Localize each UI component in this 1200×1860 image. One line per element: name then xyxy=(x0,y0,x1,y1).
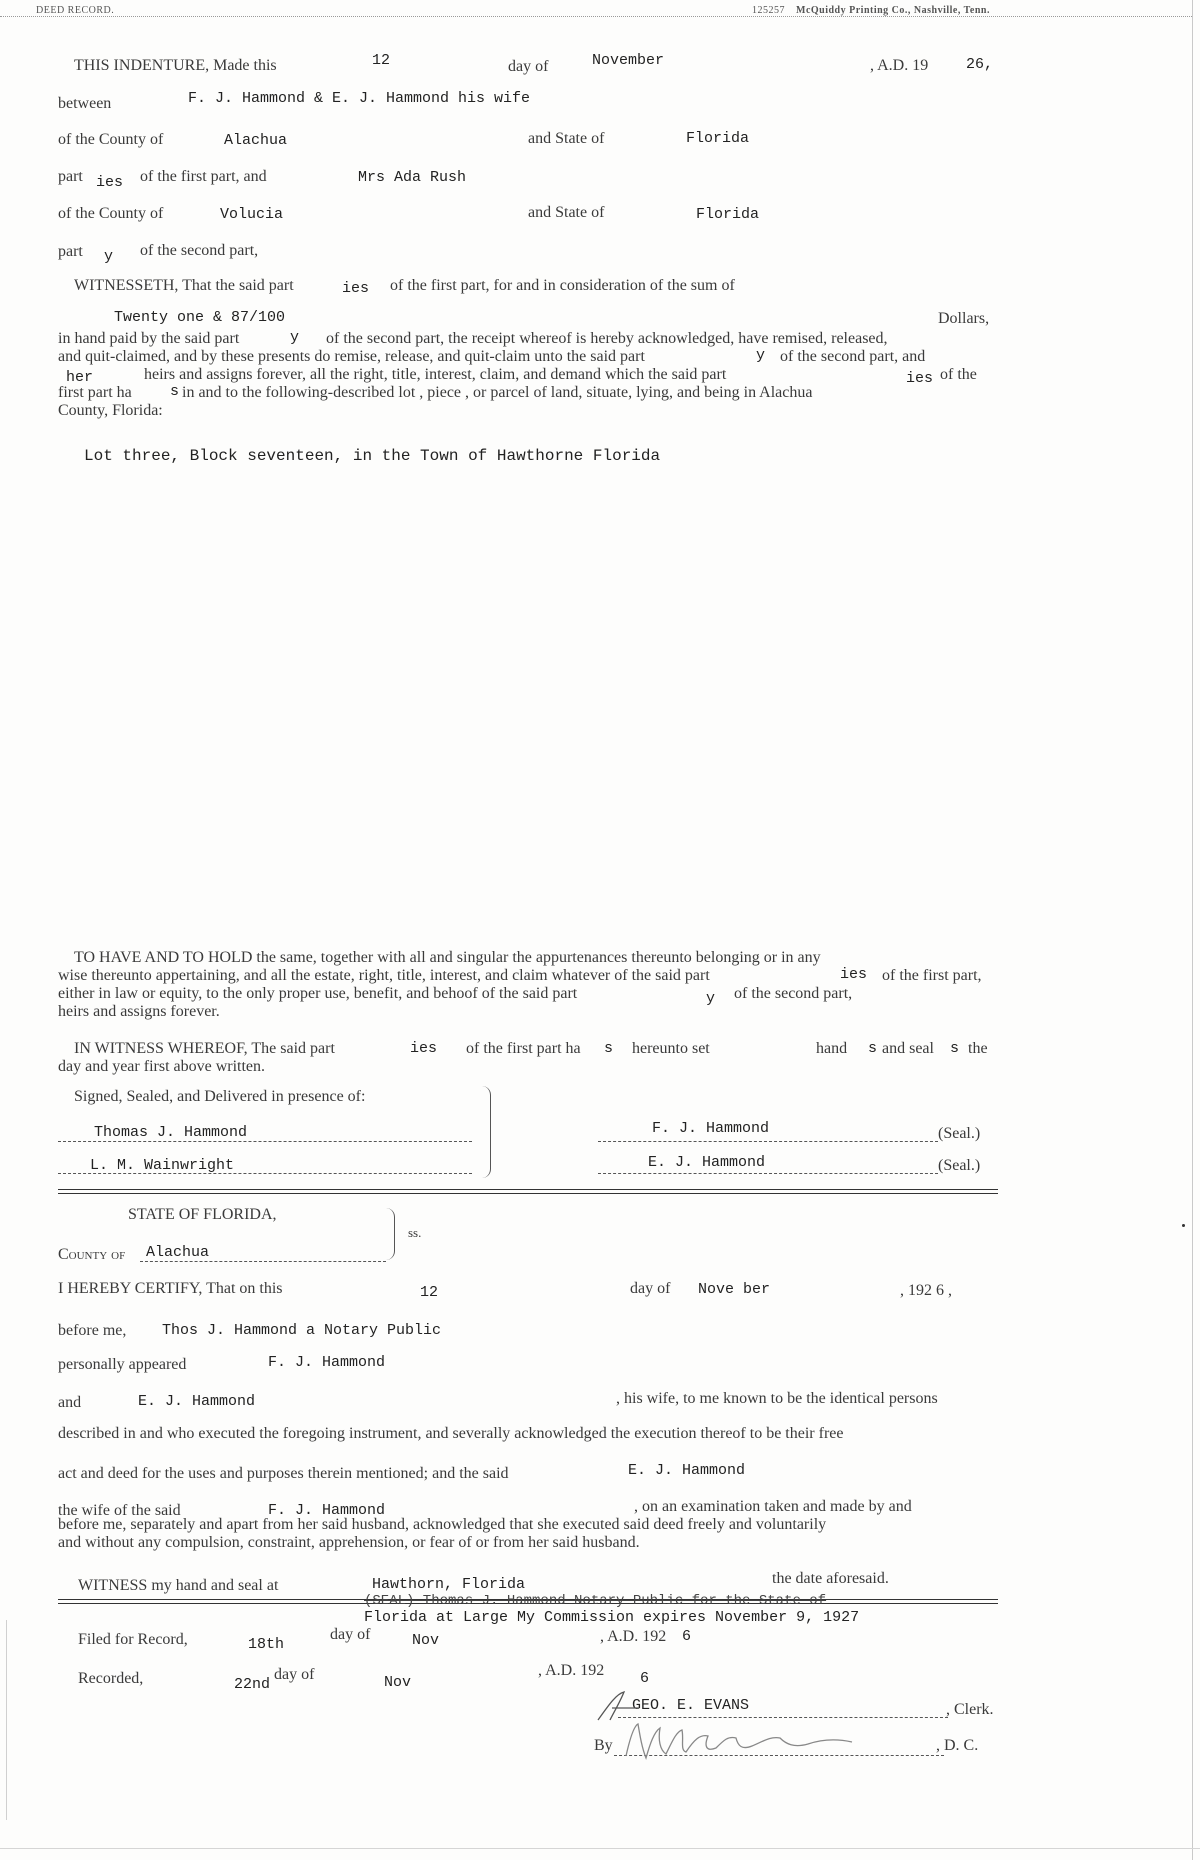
section-rule-2 xyxy=(58,1193,998,1194)
witnesseth-line-5c: in and to the following-described lot , piece , or parcel of land, situate, lying, and being in Alachua xyxy=(182,384,813,401)
ack-county-line xyxy=(140,1261,386,1262)
recorded-year: , A.D. 192 xyxy=(538,1662,605,1679)
ack-county-label: County of xyxy=(58,1246,126,1263)
printer-imprint: McQuiddy Printing Co., Nashville, Tenn. xyxy=(796,5,990,16)
ack-day-of: day of xyxy=(630,1280,671,1297)
part-suffix-1: ies xyxy=(96,174,124,191)
witness-whereof-a: IN WITNESS WHEREOF, The said part xyxy=(74,1040,335,1057)
signer-1-name: F. J. Hammond xyxy=(652,1120,770,1137)
signer-2-seal: (Seal.) xyxy=(938,1157,981,1174)
ack-husband-name: F. J. Hammond xyxy=(268,1502,386,1519)
ack-place: Hawthorn, Florida xyxy=(372,1576,526,1593)
witnesseth-line-4a: her xyxy=(66,369,94,386)
ack-before-separately: before me, separately and apart from her said husband, acknowledged that she executed said deed freely and voluntarily xyxy=(58,1516,827,1533)
witness-whereof-h: and seal xyxy=(882,1040,934,1057)
signer-2-name: E. J. Hammond xyxy=(648,1154,766,1171)
indenture-year: 26, xyxy=(966,56,994,73)
habendum-line-1: TO HAVE AND TO HOLD the same, together with all and singular the appurtenances thereunto belonging or in any xyxy=(74,949,821,966)
dollars-label: Dollars, xyxy=(938,310,990,327)
recorded-month: Nov xyxy=(384,1674,412,1691)
notary-line-1: (SEAL) Thomas J. Hammond Notary Public for the State of xyxy=(364,1593,827,1609)
habendum-line-3c: of the second part, xyxy=(734,985,853,1002)
clerk-label: , Clerk. xyxy=(946,1701,994,1718)
page-edge-left xyxy=(6,1620,7,1820)
between-label: between xyxy=(58,95,112,112)
habendum-line-3b: y xyxy=(706,990,716,1007)
witness-whereof-e: hereunto set xyxy=(632,1040,710,1057)
form-title: DEED RECORD. xyxy=(36,5,115,16)
witnesseth-line-4b: heirs and assigns forever, all the right, title, interest, claim, and demand which the said part xyxy=(144,366,727,383)
indenture-day: 12 xyxy=(372,52,391,69)
witness-1-name: Thomas J. Hammond xyxy=(94,1124,248,1141)
indenture-month: November xyxy=(592,52,665,69)
ack-wife-of: the wife of the said xyxy=(58,1502,181,1519)
recorded-day: 22nd xyxy=(234,1676,271,1693)
state-2: Florida xyxy=(696,206,760,223)
habendum-line-4: heirs and assigns forever. xyxy=(58,1003,220,1020)
habendum-line-2c: of the first part, xyxy=(882,967,982,984)
ack-ss: ss. xyxy=(408,1225,422,1240)
ack-witness-hand: WITNESS my hand and seal at xyxy=(78,1577,279,1594)
indenture-intro: THIS INDENTURE, Made this xyxy=(74,57,277,74)
habendum-line-3a: either in law or equity, to the only proper use, benefit, and behoof of the said part xyxy=(58,985,578,1002)
first-part-text: of the first part, and xyxy=(140,168,267,185)
filed-day-of: day of xyxy=(330,1626,371,1643)
witnesseth-line-2a: in hand paid by the said part xyxy=(58,330,240,347)
ack-officer: Thos J. Hammond a Notary Public xyxy=(162,1322,442,1339)
ack-person-1: F. J. Hammond xyxy=(268,1354,386,1371)
witnesseth-line-4d: of the xyxy=(940,366,977,383)
dc-label: , D. C. xyxy=(936,1737,979,1754)
section-rule-1 xyxy=(58,1189,998,1190)
ack-year: , 192 6 , xyxy=(900,1282,952,1299)
witnesseth-line-6: County, Florida: xyxy=(58,402,163,419)
deputy-signature xyxy=(620,1718,900,1764)
second-part-text: of the second part, xyxy=(140,242,259,259)
witnesseth-line-3c: of the second part, and xyxy=(780,348,926,365)
page-edge-right xyxy=(1192,0,1193,1860)
state-1: Florida xyxy=(686,130,750,147)
land-description: Lot three, Block seventeen, in the Town of Hawthorne Florida xyxy=(84,447,661,465)
witness-whereof-b: ies xyxy=(410,1040,438,1057)
signer-2-line xyxy=(598,1173,938,1174)
witnesseth-line-3b: y xyxy=(756,347,766,364)
ack-described: described in and who executed the foregoing instrument, and severally acknowledged the execution thereof to be their free xyxy=(58,1425,844,1442)
ack-before-me: before me, xyxy=(58,1322,127,1339)
filed-label: Filed for Record, xyxy=(78,1631,188,1648)
witness-brace xyxy=(482,1086,491,1178)
signer-1-line xyxy=(598,1141,938,1142)
signer-1-seal: (Seal.) xyxy=(938,1125,981,1142)
witness-whereof-c: of the first part ha xyxy=(466,1040,581,1057)
witnesseth-lead-suffix: ies xyxy=(342,280,370,297)
county-2: Volucia xyxy=(220,206,284,223)
clerk-name: GEO. E. EVANS xyxy=(632,1697,750,1714)
witnesseth-line-5b: s xyxy=(170,383,180,400)
witness-1-line xyxy=(58,1141,472,1142)
form-number: 125257 xyxy=(752,5,785,16)
witness-whereof-line-2: day and year first above written. xyxy=(58,1058,266,1075)
witness-whereof-d: s xyxy=(604,1040,614,1057)
witness-whereof-g: s xyxy=(868,1040,878,1057)
ack-certify: I HEREBY CERTIFY, That on this xyxy=(58,1280,283,1297)
witnesseth-line-5a: first part ha xyxy=(58,384,132,401)
header-rule xyxy=(0,16,1192,18)
signed-in-presence: Signed, Sealed, and Delivered in presence of: xyxy=(74,1088,366,1105)
ack-exam: , on an examination taken and made by and xyxy=(634,1498,912,1515)
habendum-line-2a: wise thereunto appertaining, and all the estate, right, title, interest, and claim whatever of the said part xyxy=(58,967,710,984)
witnesseth-line-2b: y xyxy=(290,329,300,346)
recorded-day-of: day of xyxy=(274,1666,315,1683)
witness-2-name: L. M. Wainwright xyxy=(90,1157,235,1174)
witnesseth-line-2c: of the second part, the receipt whereof is hereby acknowledged, have remised, released, xyxy=(326,330,888,347)
ack-person-2: E. J. Hammond xyxy=(138,1393,256,1410)
filed-day: 18th xyxy=(248,1636,285,1653)
ack-without: and without any compulsion, constraint, apprehension, or fear of or from her said husband. xyxy=(58,1534,640,1551)
notary-line-2: Florida at Large My Commission expires November 9, 1927 xyxy=(364,1609,860,1626)
ack-day: 12 xyxy=(420,1284,439,1301)
ack-date-aforesaid: the date aforesaid. xyxy=(772,1570,889,1587)
state-label-1: and State of xyxy=(528,130,605,147)
part-suffix-2: y xyxy=(104,248,114,265)
county-1: Alachua xyxy=(224,132,288,149)
filed-month: Nov xyxy=(412,1632,440,1649)
page-edge-bottom xyxy=(0,1848,1200,1849)
grantors: F. J. Hammond & E. J. Hammond his wife xyxy=(188,90,531,107)
county-label-2: of the County of xyxy=(58,205,164,222)
filed-year-suffix: 6 xyxy=(682,1628,692,1645)
witness-whereof-j: the xyxy=(968,1040,988,1057)
recorded-year-suffix: 6 xyxy=(640,1670,650,1687)
state-label-2: and State of xyxy=(528,204,605,221)
part-label-2: part xyxy=(58,243,83,260)
habendum-line-2b: ies xyxy=(840,966,868,983)
by-label: By xyxy=(594,1737,613,1754)
county-label-1: of the County of xyxy=(58,131,164,148)
indenture-day-of: day of xyxy=(508,58,549,75)
ack-wife-name: E. J. Hammond xyxy=(628,1462,746,1479)
indenture-ad: , A.D. 19 xyxy=(870,57,929,74)
ack-county: Alachua xyxy=(146,1244,210,1261)
ack-brace xyxy=(386,1208,395,1260)
part-label-1: part xyxy=(58,168,83,185)
filed-year: , A.D. 192 xyxy=(600,1628,667,1645)
witness-whereof-f: hand xyxy=(816,1040,848,1057)
witness-whereof-i: s xyxy=(950,1040,960,1057)
ack-appeared: personally appeared xyxy=(58,1356,187,1373)
grantee: Mrs Ada Rush xyxy=(358,169,467,186)
ack-month: Nove ber xyxy=(698,1281,771,1298)
witnesseth-lead: WITNESSETH, That the said part xyxy=(74,277,294,294)
ack-act: act and deed for the uses and purposes therein mentioned; and the said xyxy=(58,1465,509,1482)
ack-his-wife: , his wife, to me known to be the identical persons xyxy=(616,1390,938,1407)
witnesseth-line-3a: and quit-claimed, and by these presents do remise, release, and quit-claim unto the said part xyxy=(58,348,645,365)
recorded-label: Recorded, xyxy=(78,1670,144,1687)
ack-and: and xyxy=(58,1394,82,1411)
ack-state: STATE OF FLORIDA, xyxy=(128,1206,277,1223)
witnesseth-line-4c: ies xyxy=(906,370,934,387)
witnesseth-lead-rest: of the first part, for and in consideration of the sum of xyxy=(390,277,735,294)
margin-dot xyxy=(1182,1224,1185,1227)
consideration-amount: Twenty one & 87/100 xyxy=(114,309,286,326)
